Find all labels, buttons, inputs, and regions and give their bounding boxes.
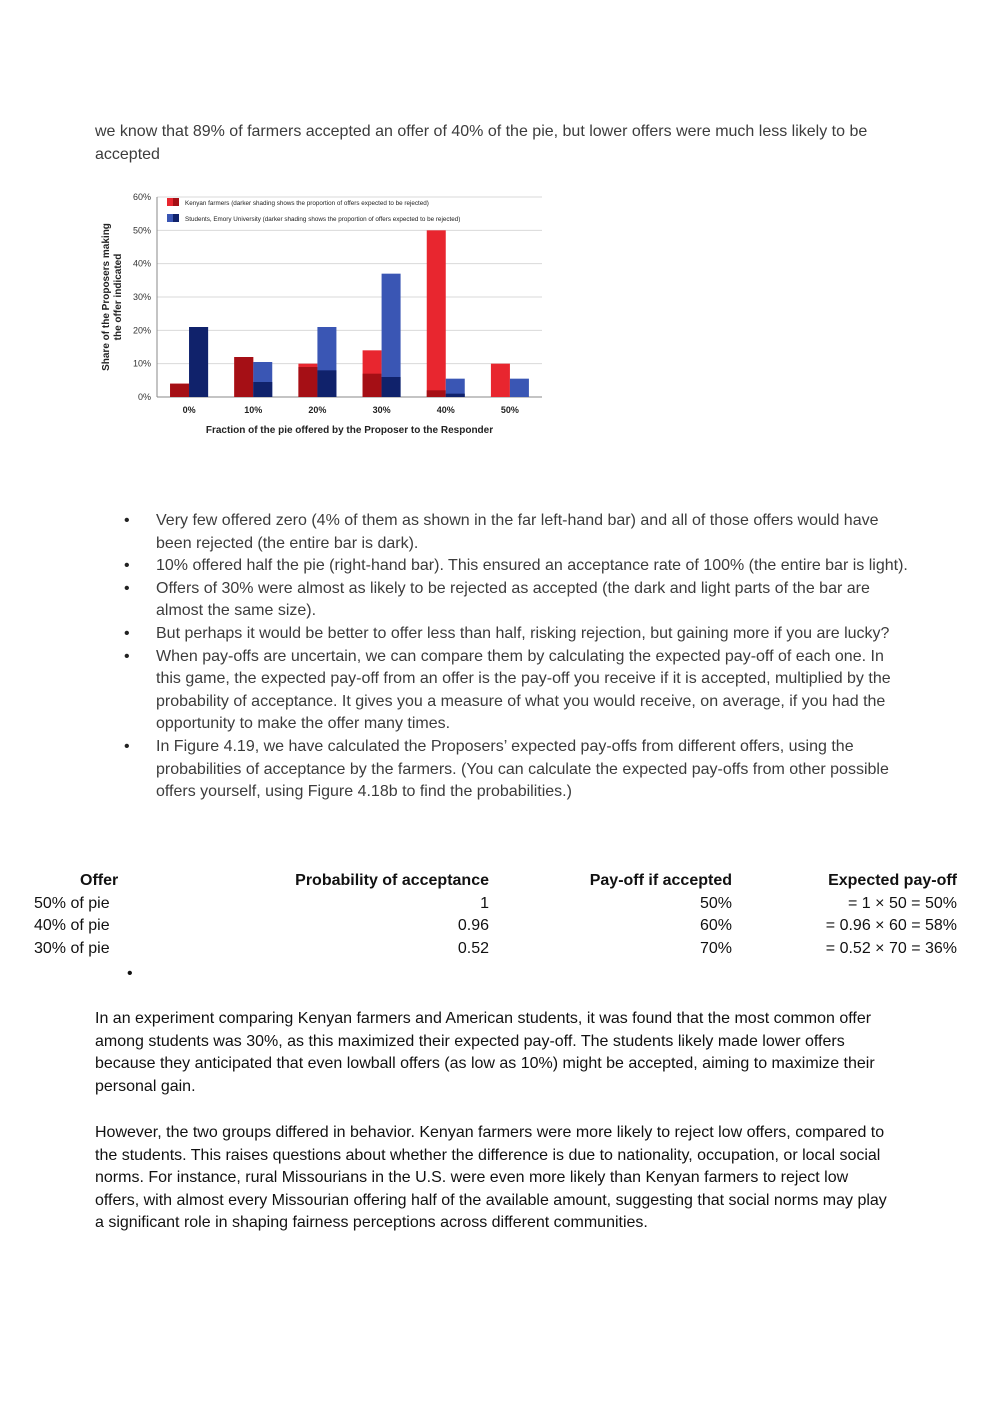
bar-farmers xyxy=(491,364,510,397)
x-tick-label: 30% xyxy=(372,405,391,415)
paragraph-differences: However, the two groups differed in behavior. Kenyan farmers were more likely to reject low offers, compared to the students. This raises questions about whether the difference is due to nationality, occupation, or local social norms. For instance, rural Missourians in the U.S. were even more likely than Kenyan farmers to reject low offers, with almost every Missourian offering half of the available amount, suggesting that social norms may play a significant role in shaping fairness perceptions across different communities. xyxy=(95,1124,887,1232)
bullet-item: • When pay-offs are uncertain, we can compare them by calculating the expected pay-off of each one. In this game, the expected pay-off from an offer is the pay-off you receive if it is accepted, multiplied by the probability of acceptance. It gives you a measure of what you would receive, on average, if you had the opportunity to make the offer many times. xyxy=(126,646,911,736)
x-tick-label: 20% xyxy=(308,405,327,415)
intro-text: we know that 89% of farmers accepted an offer of 40% of the pie, but lower offers were much less likely to be accepted xyxy=(95,123,868,163)
bullet-item: • In Figure 4.19, we have calculated the Proposers’ expected pay-offs from different offers, using the probabilities of acceptance by the farmers. (You can calculate the expected pay-offs from other possible offers yourself, using Figure 4.18b to find the probabilities.) xyxy=(126,736,911,804)
y-tick-label: 20% xyxy=(132,325,151,336)
empty-bullet-marker: • xyxy=(127,965,133,982)
y-tick-label: 50% xyxy=(132,225,151,236)
bar-rejected-students xyxy=(317,370,336,397)
y-axis-label: Share of the Proposers makingthe offer indicated xyxy=(101,223,124,371)
x-axis-label: Fraction of the pie offered by the Proposer to the Responder xyxy=(205,425,494,436)
table-row xyxy=(20,938,965,961)
chart-svg xyxy=(95,185,555,445)
table-cell: 70% xyxy=(699,939,732,957)
header-expected-payoff: Expected pay-off xyxy=(828,872,957,889)
bullet-item: • Very few offered zero (4% of them as shown in the far left-hand bar) and all of those offers would have been rejected (the entire bar is dark). xyxy=(126,510,911,555)
y-tick-label: 10% xyxy=(132,358,151,369)
bar-rejected-students xyxy=(446,394,465,397)
bar-farmers xyxy=(427,230,446,397)
table-cell: 50% of pie xyxy=(34,894,110,912)
bar-rejected-farmers xyxy=(170,384,189,397)
legend-swatch xyxy=(167,214,173,222)
table-cell: = 1 × 50 = 50% xyxy=(848,894,957,912)
legend-label: Students, Emory University (darker shading shows the proportion of offers expected to be rejected) xyxy=(185,216,461,223)
table-cell: 40% of pie xyxy=(34,917,110,935)
bullet-item: • Offers of 30% were almost as likely to be rejected as accepted (the dark and light parts of the bar are almost the same size). xyxy=(126,578,911,623)
table-cell: 60% xyxy=(699,917,732,935)
header-payoff: Pay-off if accepted xyxy=(589,872,732,889)
legend-swatch-dark xyxy=(173,214,179,222)
bar-students xyxy=(510,379,529,397)
y-tick-label: 40% xyxy=(132,258,151,269)
table-cell: 50% xyxy=(699,894,732,912)
y-tick-label: 0% xyxy=(137,392,151,402)
y-tick-label: 60% xyxy=(132,192,151,202)
header-probability: Probability of acceptance xyxy=(295,872,489,889)
bullet-list xyxy=(126,510,911,804)
offers-bar-chart xyxy=(95,185,555,445)
expected-payoff-table xyxy=(20,870,965,982)
table-cell: = 0.96 × 60 = 58% xyxy=(825,917,957,935)
table-cell: 0.52 xyxy=(457,939,489,957)
bullet-item: • But perhaps it would be better to offer less than half, risking rejection, but gaining more if you are lucky? xyxy=(126,623,911,646)
bullet-item: • 10% offered half the pie (right-hand bar). This ensured an acceptance rate of 100% (the entire bar is light). xyxy=(126,555,911,578)
table-header-row xyxy=(20,870,965,893)
table-cell: 0.96 xyxy=(457,917,489,935)
bar-rejected-farmers xyxy=(363,374,382,397)
x-tick-label: 10% xyxy=(244,405,263,415)
legend-swatch-dark xyxy=(173,198,179,206)
table-cell: 30% of pie xyxy=(34,939,110,957)
bar-rejected-students xyxy=(253,382,272,397)
bar-rejected-students xyxy=(382,377,401,397)
table-row xyxy=(20,893,965,916)
bar-rejected-farmers xyxy=(427,390,446,397)
x-tick-label: 0% xyxy=(182,405,196,415)
table-cell: 1 xyxy=(480,894,489,912)
paragraph-experiment: In an experiment comparing Kenyan farmers and American students, it was found that the most common offer among students was 30%, as this maximized their expected pay-off. The students likely made lower offers because they anticipated that even lowball offers (as low as 10%) might be accepted, aiming to maximize their personal gain. xyxy=(95,1010,875,1095)
table-cell: = 0.52 × 70 = 36% xyxy=(825,939,957,957)
bar-rejected-farmers xyxy=(298,367,317,397)
x-tick-label: 40% xyxy=(436,405,455,415)
bar-rejected-students xyxy=(189,327,208,397)
x-tick-label: 50% xyxy=(500,405,519,415)
y-tick-label: 30% xyxy=(132,292,151,302)
table-row xyxy=(20,915,965,938)
legend-label: Kenyan farmers (darker shading shows the proportion of offers expected to be rejected) xyxy=(185,200,429,207)
header-offer: Offer xyxy=(80,872,119,889)
legend-swatch xyxy=(167,198,173,206)
bar-rejected-farmers xyxy=(234,357,253,397)
